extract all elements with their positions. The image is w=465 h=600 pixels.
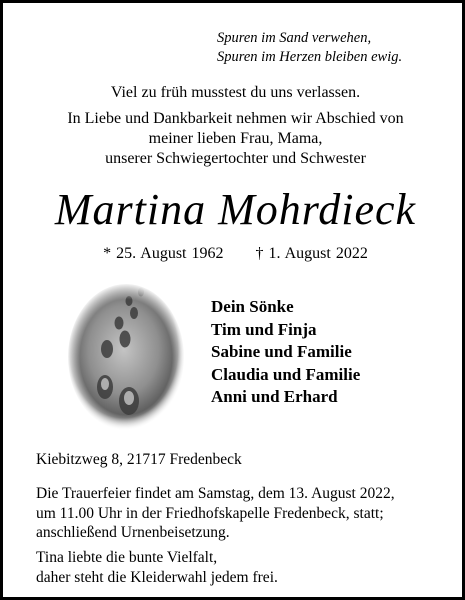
intro-line-4: unserer Schwiegertochter und Schwester xyxy=(105,150,366,167)
dress-note xyxy=(36,548,456,587)
mourner-2: Tim und Finja xyxy=(211,319,317,339)
mourner-3: Sabine und Familie xyxy=(211,342,352,361)
motto-line-2: Spuren im Herzen bleiben ewig. xyxy=(217,49,403,65)
motto-line-1: Spuren im Sand verwehen, xyxy=(217,30,372,46)
mourner-1: Dein Sönke xyxy=(211,297,294,316)
intro-line-1: Viel zu früh musstest du uns verlassen. xyxy=(110,84,361,101)
birth-date: * 25. August 1962 xyxy=(103,245,224,262)
intro-line-2: In Liebe und Dankbarkeit nehmen wir Abschied von xyxy=(67,110,404,127)
life-dates xyxy=(3,243,465,265)
funeral-line-2: um 11.00 Uhr in der Friedhofskapelle Fredenbeck, statt; xyxy=(36,504,384,522)
motto xyxy=(217,29,457,67)
dress-note-line-2: daher steht die Kleiderwahl jedem frei. xyxy=(36,568,278,586)
address: Kiebitzweg 8, 21717 Fredenbeck xyxy=(36,451,242,468)
dress-note-line-1: Tina liebte die bunte Vielfalt, xyxy=(36,549,218,566)
deceased-name: Martina Mohrdieck xyxy=(54,185,417,234)
death-date: † 1. August 2022 xyxy=(255,245,368,262)
footprints-in-sand-photo xyxy=(67,283,185,431)
funeral-line-1: Die Trauerfeier findet am Samstag, dem 13. August 2022, xyxy=(36,485,395,502)
mourners-list xyxy=(211,296,451,409)
mourner-5: Anni und Erhard xyxy=(211,387,338,406)
intro-line-3: meiner lieben Frau, Mama, xyxy=(148,130,323,147)
mourner-4: Claudia und Familie xyxy=(211,364,361,384)
funeral-info xyxy=(36,484,456,543)
funeral-line-3: anschließend Urnenbeisetzung. xyxy=(36,524,230,541)
